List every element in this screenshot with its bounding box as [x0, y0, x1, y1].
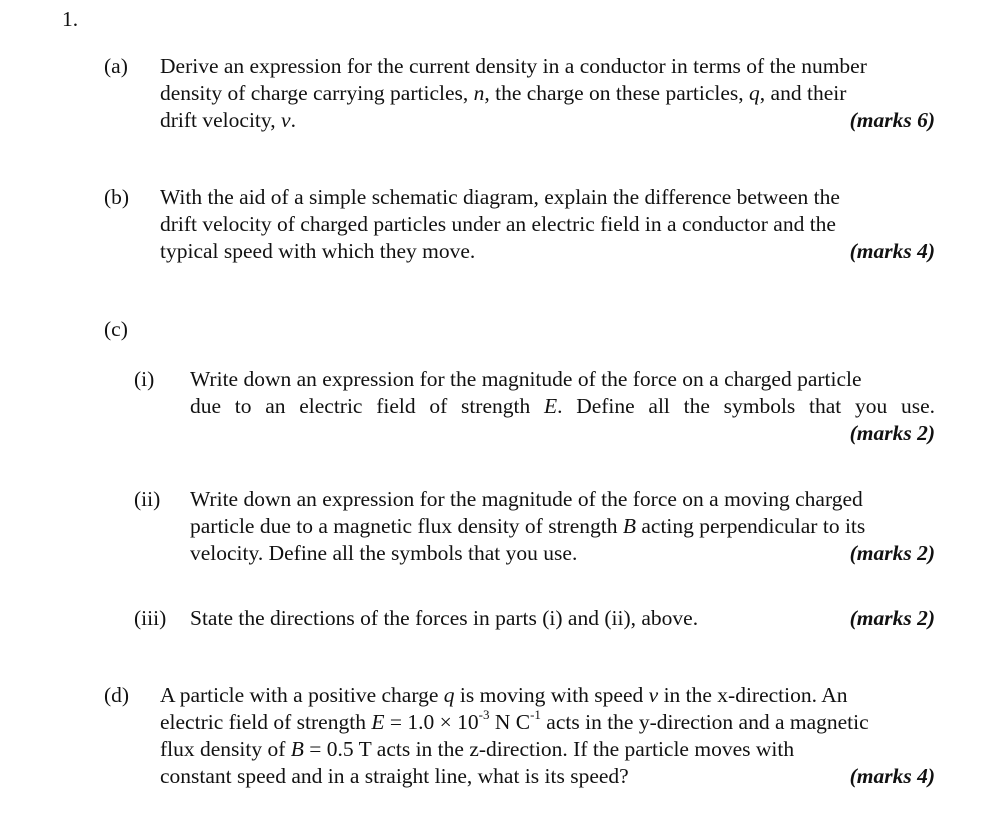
part-c-i-marks: (marks 2) — [849, 421, 935, 445]
text-fragment: = 1.0 × 10 — [384, 710, 479, 734]
symbol-v: v — [648, 683, 659, 707]
part-b-line-2: drift velocity of charged particles under an electric field in a conductor and the — [160, 212, 836, 236]
part-c-ii-label: (ii) — [134, 487, 161, 511]
text-fragment: flux density of — [160, 737, 291, 761]
part-c-label: (c) — [104, 317, 128, 341]
part-d-marks: (marks 4) — [849, 764, 935, 788]
text-fragment: is moving with speed — [454, 683, 649, 707]
part-b-line-3: typical speed with which they move. — [160, 239, 476, 263]
symbol-B: B — [622, 514, 636, 538]
symbol-E: E — [543, 394, 558, 418]
text-fragment: due to an electric field of strength — [190, 394, 544, 418]
part-c-ii-marks: (marks 2) — [849, 541, 935, 565]
part-c-i-line-2 — [190, 393, 935, 420]
part-b-label: (b) — [104, 185, 130, 209]
question-number: 1. — [62, 7, 79, 31]
part-a-line-2 — [160, 80, 846, 107]
part-c-iii-line-1: State the directions of the forces in parts (i) and (ii), above. — [190, 606, 699, 630]
part-c-iii-label: (iii) — [134, 606, 167, 630]
text-fragment: acting perpendicular to its — [636, 514, 866, 538]
text-fragment: in the x-direction. An — [658, 683, 848, 707]
text-fragment: , the charge on these particles, — [484, 81, 750, 105]
symbol-n: n — [473, 81, 485, 105]
part-c-ii-line-3: velocity. Define all the symbols that you use. — [190, 541, 578, 565]
text-fragment: particle due to a magnetic flux density of strength — [190, 514, 623, 538]
symbol-E: E — [371, 710, 385, 734]
part-d-line-3 — [160, 736, 794, 763]
part-c-iii-marks: (marks 2) — [849, 606, 935, 630]
part-c-i-label: (i) — [134, 367, 155, 391]
part-a-marks: (marks 6) — [849, 108, 935, 132]
part-d-line-4: constant speed and in a straight line, what is its speed? — [160, 764, 629, 788]
part-a-label: (a) — [104, 54, 128, 78]
exponent: -1 — [530, 706, 541, 722]
text-fragment: density of charge carrying particles, — [160, 81, 474, 105]
text-fragment: = 0.5 T acts in the z-direction. If the particle moves with — [303, 737, 795, 761]
part-b-line-1: With the aid of a simple schematic diagram, explain the difference between the — [160, 185, 840, 209]
text-fragment: electric field of strength — [160, 710, 372, 734]
text-fragment: , and their — [759, 81, 847, 105]
part-a-line-3 — [160, 107, 296, 134]
part-d-line-1 — [160, 682, 847, 709]
part-c-ii-line-1: Write down an expression for the magnitude of the force on a moving charged — [190, 487, 863, 511]
exponent: -3 — [478, 706, 490, 722]
symbol-q: q — [443, 683, 455, 707]
text-fragment: A particle with a positive charge — [160, 683, 444, 707]
text-fragment: N C — [489, 710, 531, 734]
part-c-i-line-1: Write down an expression for the magnitude of the force on a charged particle — [190, 367, 862, 391]
text-fragment: . Define all the symbols that you use. — [557, 394, 935, 418]
part-c-ii-line-2 — [190, 513, 865, 540]
part-d-line-2 — [160, 706, 869, 736]
part-b-marks: (marks 4) — [849, 239, 935, 263]
symbol-q: q — [749, 81, 760, 105]
part-a-line-1: Derive an expression for the current density in a conductor in terms of the number — [160, 54, 867, 78]
symbol-B: B — [290, 737, 304, 761]
symbol-v: v — [281, 108, 291, 132]
text-fragment: drift velocity, — [160, 108, 282, 132]
part-d-label: (d) — [104, 683, 130, 707]
text-fragment: . — [290, 108, 296, 132]
text-fragment: acts in the y-direction and a magnetic — [540, 710, 869, 734]
